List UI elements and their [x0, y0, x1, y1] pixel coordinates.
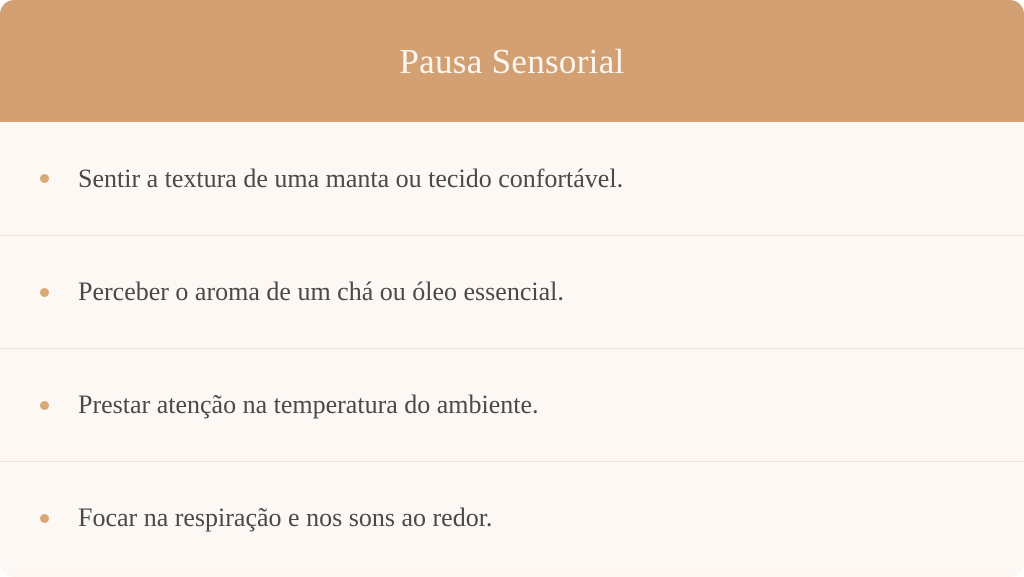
list-item — [0, 122, 1024, 235]
list-item — [0, 235, 1024, 348]
list-item — [0, 348, 1024, 461]
list-item-label: Sentir a textura de uma manta ou tecido confortável. — [78, 163, 624, 193]
bullet-icon — [40, 401, 49, 410]
list-item-label: Focar na respiração e nos sons ao redor. — [78, 503, 493, 533]
page-title: Pausa Sensorial — [399, 41, 625, 81]
bullet-icon — [40, 174, 49, 183]
bullet-icon — [40, 288, 49, 297]
list-item-label: Prestar atenção na temperatura do ambiente. — [78, 390, 539, 420]
sensory-pause-list — [0, 122, 1024, 574]
card-header — [0, 0, 1024, 122]
list-item — [0, 461, 1024, 574]
bullet-icon — [40, 514, 49, 523]
list-item-label: Perceber o aroma de um chá ou óleo essencial. — [78, 277, 564, 307]
